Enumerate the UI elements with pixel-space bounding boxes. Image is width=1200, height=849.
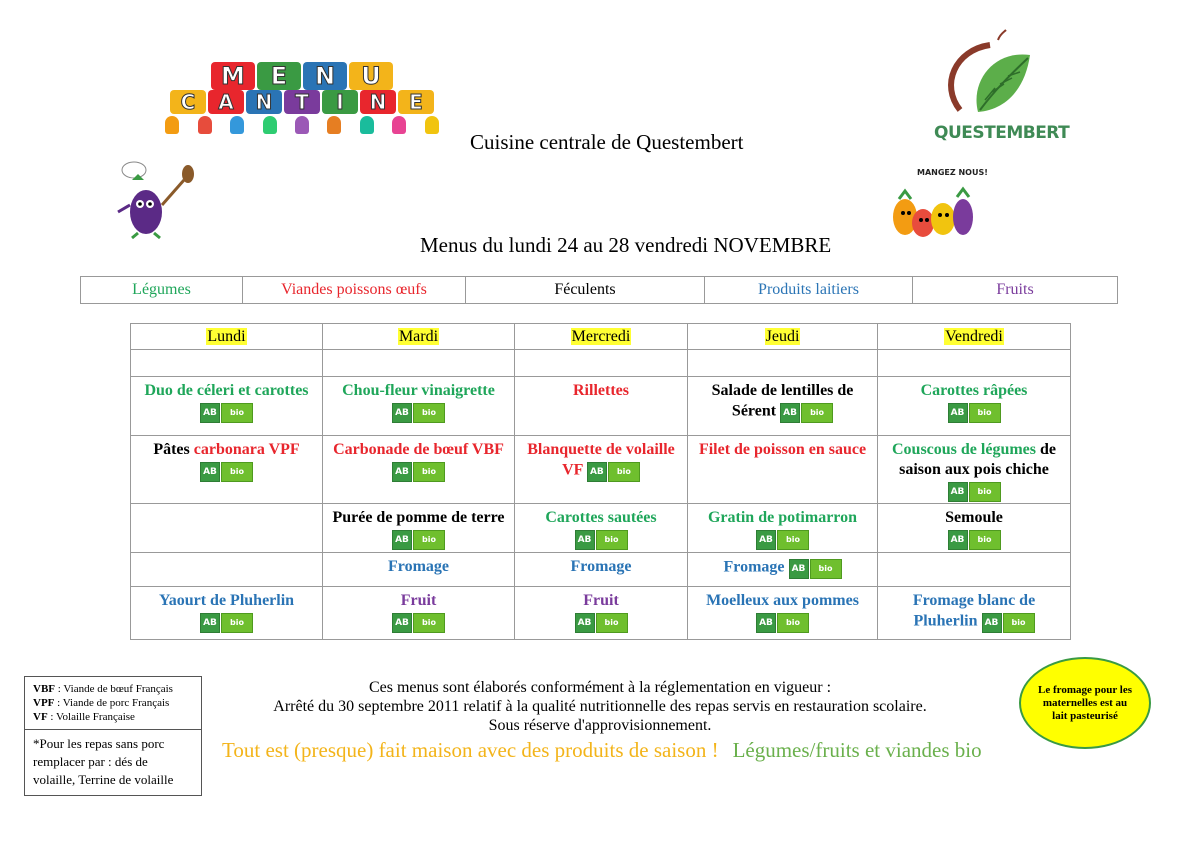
logo-letter: M <box>211 62 255 90</box>
empty-cell <box>688 350 878 377</box>
legend-vegetables: Légumes <box>81 277 243 304</box>
site-title: Cuisine centrale de Questembert <box>470 130 744 154</box>
dish-name: Couscous de légumes de saison aux pois chiche <box>891 441 1056 478</box>
legend-dairy: Produits laitiers <box>705 277 913 304</box>
menu-cell <box>323 436 515 504</box>
logo-letter: E <box>257 62 301 90</box>
empty-cell <box>515 350 688 377</box>
day-header <box>515 324 688 350</box>
day-header <box>878 324 1071 350</box>
weekly-menu-table <box>130 323 1071 640</box>
cheese-row <box>131 553 1071 587</box>
bio-label-icon: AB bio <box>392 613 445 633</box>
dish-name: Moelleux aux pommes <box>706 592 859 609</box>
menu-cell <box>688 504 878 553</box>
day-label: Lundi <box>207 328 246 345</box>
food-group-legend <box>80 276 1118 304</box>
dish-name: Carottes sautées <box>545 509 657 526</box>
legend-fruits: Fruits <box>913 277 1118 304</box>
menu-cell <box>688 587 878 640</box>
dish-name: Fromage <box>387 558 449 575</box>
menu-cell <box>131 587 323 640</box>
menu-cell <box>323 504 515 553</box>
slogan-organic: Légumes/fruits et viandes bio <box>732 738 982 762</box>
menu-cell <box>515 553 688 587</box>
logo-letter: U <box>349 62 393 90</box>
cheese-note-bubble: Le fromage pour les maternelles est au lait pasteurisé <box>1019 657 1151 749</box>
week-title: Menus du lundi 24 au 28 vendredi NOVEMBRE <box>420 233 832 257</box>
dish-name: Gratin de potimarron <box>707 509 858 526</box>
regulation-notice: Ces menus sont élaborés conformément à la réglementation en vigueur : Arrêté du 30 septembre 2011 relatif à la qualité nutritionnelle des repas servis en restauration scolaire. Sous réserve d'approvisionnement. <box>273 679 927 734</box>
slogan-homemade: Tout est (presque) fait maison avec des produits de saison ! <box>222 738 719 762</box>
bio-label-icon: AB bio <box>392 462 445 482</box>
day-label: Jeudi <box>765 328 800 345</box>
day-label: Mercredi <box>571 328 631 345</box>
menu-cell <box>515 377 688 436</box>
day-label: Vendredi <box>945 328 1003 345</box>
bio-label-icon: AB bio <box>948 530 1001 550</box>
empty-cell <box>131 350 323 377</box>
menu-cell <box>878 377 1071 436</box>
menu-cell <box>878 504 1071 553</box>
bio-label-icon: AB bio <box>392 530 445 550</box>
legend-meats: Viandes poissons œufs <box>243 277 466 304</box>
veggies-mascot-icon <box>885 165 988 245</box>
logo-letter: N <box>246 90 282 114</box>
kids-illustration <box>146 116 458 134</box>
dish-name: Purée de pomme de terre <box>332 509 505 526</box>
dish-name: Yaourt de Pluherlin <box>158 592 295 609</box>
dish-name: Rillettes <box>573 382 629 399</box>
dessert-row <box>131 587 1071 640</box>
menu-cell <box>515 436 688 504</box>
logo-letter: T <box>284 90 320 114</box>
menu-cell <box>688 377 878 436</box>
bio-label-icon: AB bio <box>200 403 253 423</box>
logo-letter: I <box>322 90 358 114</box>
bio-label-icon: AB bio <box>948 403 1001 423</box>
dish-name: Fromage <box>570 558 632 575</box>
dish-name: Fruit <box>400 592 437 609</box>
slogan <box>222 738 982 763</box>
menu-cell <box>515 587 688 640</box>
dish-name: Chou-fleur vinaigrette <box>342 382 495 399</box>
empty-cell <box>323 350 515 377</box>
logo-letter: E <box>398 90 434 114</box>
dish-name: Fruit <box>583 592 619 609</box>
side-row <box>131 504 1071 553</box>
menu-cell <box>131 436 323 504</box>
abbreviations-box <box>24 676 202 796</box>
dish-name: Blanquette de volaille VF AB bio <box>519 440 683 482</box>
logo-letter: N <box>303 62 347 90</box>
dish-name: Carbonade de bœuf VBF <box>333 441 504 458</box>
bio-label-icon: AB bio <box>756 530 809 550</box>
dish-name: Fromage blanc de Pluherlin AB bio <box>882 591 1066 633</box>
empty-cell <box>131 504 323 553</box>
dish-name: Pâtes carbonara VPF <box>153 441 300 458</box>
abbreviations-list: VBF : Viande de bœuf Français VPF : Viande de porc Français VF : Volaille Française <box>25 677 201 730</box>
bio-label-icon: AB bio <box>200 462 253 482</box>
dish-name: Duo de céleri et carottes <box>144 382 309 399</box>
eggplant-chef-icon <box>112 160 202 240</box>
legend-starches: Féculents <box>466 277 705 304</box>
dish-name: Semoule <box>945 509 1003 526</box>
logo-letter: C <box>170 90 206 114</box>
main-row <box>131 436 1071 504</box>
dish-name: Carottes râpées <box>920 382 1028 399</box>
bio-label-icon: AB bio <box>780 403 833 423</box>
menu-cell <box>688 553 878 587</box>
bio-label-icon: AB bio <box>789 559 842 579</box>
bio-label-icon: AB bio <box>587 462 640 482</box>
bio-label-icon: AB bio <box>575 613 628 633</box>
menu-cell <box>323 587 515 640</box>
bio-label-icon: AB bio <box>756 613 809 633</box>
bio-label-icon: AB bio <box>948 482 1001 502</box>
menu-cell <box>878 587 1071 640</box>
day-header-row <box>131 324 1071 350</box>
dish-name: Salade de lentilles de Sérent AB bio <box>692 381 873 423</box>
bio-label-icon: AB bio <box>982 613 1035 633</box>
dish-name: Fromage AB bio <box>692 557 873 579</box>
day-label: Mardi <box>398 328 439 345</box>
menu-cell <box>688 436 878 504</box>
empty-cell <box>131 553 323 587</box>
starter-row <box>131 377 1071 436</box>
empty-cell <box>878 350 1071 377</box>
day-header <box>688 324 878 350</box>
menu-cell <box>323 553 515 587</box>
bio-label-icon: AB bio <box>392 403 445 423</box>
bio-label-icon: AB bio <box>575 530 628 550</box>
pork-substitution-note: *Pour les repas sans porc remplacer par : dés de volaille, Terrine de volaille <box>33 736 174 787</box>
day-header <box>131 324 323 350</box>
blank-row <box>131 350 1071 377</box>
questembert-logo <box>930 30 1070 150</box>
logo-letter: N <box>360 90 396 114</box>
menu-cell <box>878 436 1071 504</box>
questembert-logo-text: QUESTEMBERT <box>934 123 1070 143</box>
dish-name: Filet de poisson en sauce <box>698 441 867 458</box>
menu-cell <box>323 377 515 436</box>
bio-label-icon: AB bio <box>200 613 253 633</box>
logo-letter: A <box>208 90 244 114</box>
menu-cell <box>131 377 323 436</box>
menu-cantine-logo <box>146 62 458 140</box>
day-header <box>323 324 515 350</box>
menu-cell <box>515 504 688 553</box>
mangez-nous-text: MANGEZ NOUS! <box>917 168 988 177</box>
empty-cell <box>878 553 1071 587</box>
